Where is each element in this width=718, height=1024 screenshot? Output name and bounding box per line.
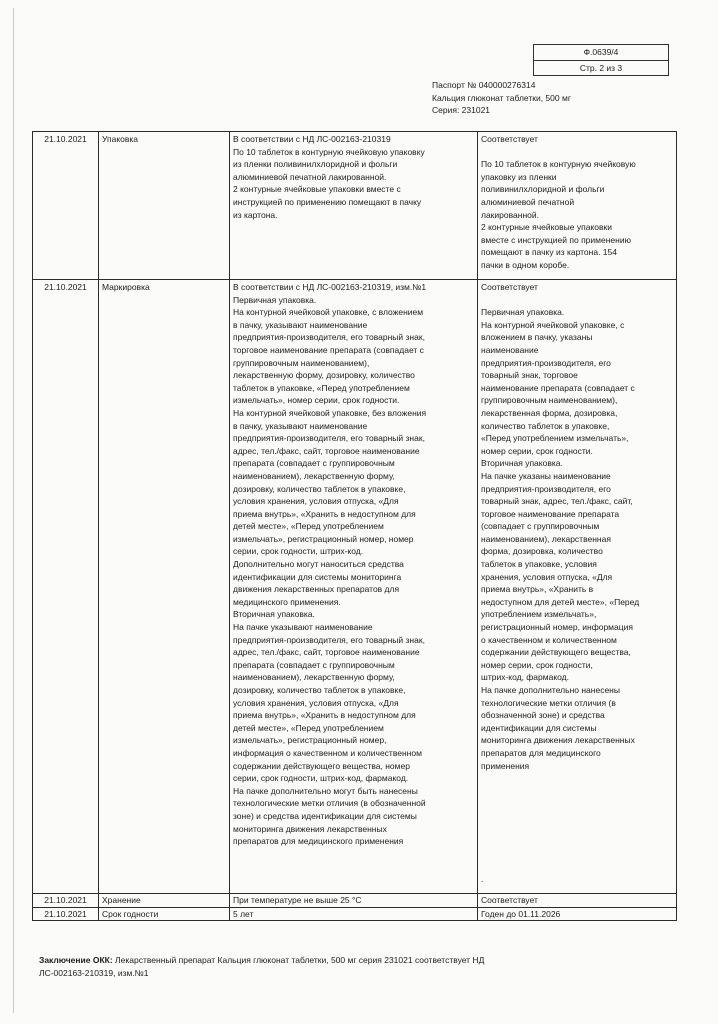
result-line: (совпадает с группировочным: [481, 521, 600, 532]
requirement-line: детей месте», «Перед употреблением: [233, 722, 384, 733]
requirement-line: На контурной ячейковой упаковке, без вложения: [233, 407, 427, 418]
result-line: штрих-код, фармакод.: [481, 672, 570, 683]
result-line: поливинилхлоридной и фольги: [481, 184, 605, 195]
result-cell: [478, 132, 677, 280]
result-line: количество таблеток в упаковке,: [481, 420, 610, 431]
conclusion: [39, 954, 679, 980]
result-line: Соответствует: [481, 134, 538, 144]
result-line: На контурной ячейковой упаковке, с: [481, 319, 625, 330]
result-line: Соответствует: [481, 282, 538, 292]
requirement-line: наименованием), лекарственную форму,: [233, 672, 395, 683]
result-line: [481, 785, 673, 798]
form-code: Ф.0639/4: [534, 45, 668, 61]
requirement-line: серии, срок годности, штрих-код.: [233, 546, 364, 557]
result-line: пачки в одном коробе.: [481, 259, 570, 270]
result-line: номер серии, срок годности.: [481, 445, 593, 456]
requirement-line: таблеток в упаковке, «Перед употреблением: [233, 382, 410, 393]
requirement-line: лекарственную форму, дозировку, количество: [233, 370, 415, 381]
requirement-line: из пленки поливинилхлоридной и фольги: [233, 159, 398, 170]
requirement-line: содержании действующего вещества, номер: [233, 760, 410, 771]
table-row: [33, 280, 677, 894]
requirement-line: медицинского применения.: [233, 596, 341, 607]
conclusion-label: Заключение ОКК:: [39, 955, 113, 965]
result-line: алюминиевой печатной: [481, 196, 575, 207]
result-line: «Перед употреблением измельчать»,: [481, 433, 629, 444]
passport-number: Паспорт № 040000276314: [432, 80, 536, 90]
result-line: хранения, условия отпуска, «Для: [481, 571, 613, 582]
requirement-line: детей месте», «Перед употреблением: [233, 521, 384, 532]
result-line: [481, 835, 673, 848]
requirement-line: предприятия-производителя, его товарный знак,: [233, 634, 425, 645]
result-line: [481, 860, 673, 873]
requirement-line: информация о качественном и количественном: [233, 747, 422, 758]
requirement-line: торговое наименование препарата (совпадает с: [233, 344, 424, 355]
requirement-cell: [230, 132, 478, 280]
requirement-line: препарата (совпадает с группировочным: [233, 458, 395, 469]
requirement-line: Первичная упаковка.: [233, 294, 317, 305]
test-results-table: [32, 131, 677, 921]
result-line: [481, 797, 673, 810]
result-line: наименованием), лекарственная: [481, 533, 611, 544]
result-line: Вторичная упаковка.: [481, 458, 563, 469]
requirement-line: в пачку, указывают наименование: [233, 420, 368, 431]
requirement-line: В соответствии с НД ЛС-002163-210319, изм.№1: [233, 282, 427, 292]
table-row: [33, 894, 677, 908]
result-line: По 10 таблеток в контурную ячейковую: [481, 159, 636, 170]
result-line: [481, 294, 673, 307]
result-line: помещают в пачку из картона. 154: [481, 247, 617, 258]
requirement-line: приема внутрь», «Хранить в недоступном для: [233, 710, 416, 721]
requirement-line: из картона.: [233, 209, 278, 220]
requirement-line: адрес, тел./факс, сайт, торговое наименование: [233, 647, 420, 658]
result-line: 2 контурные ячейковые упаковки: [481, 222, 612, 233]
result-line: недоступном для детей месте», «Перед: [481, 596, 640, 607]
form-code-box: [533, 44, 669, 76]
requirement-line: Вторичная упаковка.: [233, 609, 315, 620]
requirement-line: инструкцией по применению помещают в пачку: [233, 196, 422, 207]
requirement-line: предприятия-производителя, его товарный знак,: [233, 433, 425, 444]
result-line: На пачке дополнительно нанесены: [481, 685, 620, 695]
requirement-line: серии, срок годности, штрих-код, фармакод.: [233, 773, 409, 784]
requirement-line: На контурной ячейковой упаковке, с вложением: [233, 307, 424, 318]
test-date: 21.10.2021: [33, 907, 99, 921]
result-line: [481, 810, 673, 823]
requirement-line: дозировку, количество таблеток в упаковке,: [233, 483, 406, 494]
requirement-line: приема внутрь», «Хранить в недоступном для: [233, 508, 416, 519]
requirement-line: условия хранения, условия отпуска, «Для: [233, 496, 399, 507]
table-row: [33, 907, 677, 921]
requirement-line: дозировку, количество таблеток в упаковке,: [233, 685, 406, 695]
requirement-line: В соответствии с НД ЛС-002163-210319: [233, 134, 391, 144]
result-line: вместе с инструкцией по применению: [481, 234, 631, 245]
test-date: 21.10.2021: [33, 280, 99, 894]
requirement-line: измельчать», регистрационный номер, номер: [233, 533, 414, 544]
result-line: Первичная упаковка.: [481, 307, 565, 318]
result-line: предприятия-производителя, его: [481, 357, 611, 368]
result-line: применения: [481, 760, 530, 771]
test-date: 21.10.2021: [33, 894, 99, 908]
result-cell: Годен до 01.11.2026: [478, 907, 677, 921]
requirement-line: По 10 таблеток в контурную ячейковую упаковку: [233, 146, 425, 157]
result-line: таблеток в упаковке, условия: [481, 559, 597, 570]
result-line: На пачке указаны наименование: [481, 470, 611, 481]
conclusion-text: Лекарственный препарат Кальция глюконат таблетки, 500 мг серия 231021 соответствует НД: [112, 955, 485, 965]
requirement-line: группировочным наименованием),: [233, 357, 370, 368]
result-line: мониторинга движения лекарственных: [481, 735, 635, 746]
test-date: 21.10.2021: [33, 132, 99, 280]
requirement-line: предприятия-производителя, его товарный знак,: [233, 332, 425, 343]
conclusion-text-continued: ЛС-002163-210319, изм.№1: [39, 968, 149, 978]
test-name: Маркировка: [99, 280, 230, 894]
result-line: препаратов для медицинского: [481, 747, 601, 758]
requirement-line: адрес, тел./факс, сайт, торговое наименование: [233, 445, 420, 456]
result-line: [481, 146, 673, 159]
passport-header: [432, 79, 571, 117]
result-line: группировочным наименованием),: [481, 395, 618, 406]
requirement-line: мониторинга движения лекарственных: [233, 823, 387, 834]
result-line: лакированной.: [481, 209, 539, 220]
test-name: Упаковка: [99, 132, 230, 280]
requirement-line: препаратов для медицинского применения: [233, 836, 404, 847]
result-line: [481, 823, 673, 836]
requirement-cell: 5 лет: [230, 907, 478, 921]
requirement-line: измельчать», регистрационный номер,: [233, 735, 387, 746]
result-line: [481, 848, 673, 861]
requirement-cell: При температуре не выше 25 °С: [230, 894, 478, 908]
requirement-line: Дополнительно могут наноситься средства: [233, 559, 404, 570]
page-number: Стр. 2 из 3: [579, 63, 623, 73]
result-line: лекарственная форма, дозировка,: [481, 407, 618, 418]
result-line: наименование препарата (совпадает с: [481, 382, 635, 393]
result-line: вложением в пачку, указаны: [481, 332, 593, 343]
requirement-line: наименованием), лекарственную форму,: [233, 470, 395, 481]
binding-line: [13, 8, 14, 1013]
requirement-line: идентификации для системы мониторинга: [233, 571, 402, 582]
result-line: предприятия-производителя, его: [481, 483, 611, 494]
test-name: Хранение: [99, 894, 230, 908]
result-line: товарный знак, торговое: [481, 370, 578, 381]
test-name: Срок годности: [99, 907, 230, 921]
result-line: упаковку из пленки: [481, 171, 557, 182]
result-line: форма, дозировка, количество: [481, 546, 603, 557]
result-line: обозначенной зоне) и средства: [481, 710, 605, 721]
requirement-line: На пачке дополнительно могут быть нанесены: [233, 785, 418, 796]
result-line: идентификации для системы: [481, 722, 597, 733]
requirement-line: технологические метки отличия (в обозначенной: [233, 798, 426, 809]
result-line: .: [481, 873, 484, 884]
result-line: о качественном и количественном: [481, 634, 617, 645]
result-line: содержании действующего вещества,: [481, 647, 631, 658]
result-line: приема внутрь», «Хранить в: [481, 584, 594, 595]
requirement-line: препарата (совпадает с группировочным: [233, 659, 395, 670]
result-line: [481, 772, 673, 785]
result-cell: [478, 280, 677, 894]
result-line: регистрационный номер, информация: [481, 622, 633, 633]
requirement-line: алюминиевой печатной лакированной.: [233, 171, 387, 182]
result-line: торговое наименование препарата: [481, 508, 620, 519]
product-name: Кальция глюконат таблетки, 500 мг: [432, 92, 571, 103]
requirement-line: На пачке указывают наименование: [233, 622, 373, 633]
requirement-line: измельчать», номер серии, срок годности.: [233, 395, 400, 406]
result-cell: Соответствует: [478, 894, 677, 908]
requirement-line: в пачку, указывают наименование: [233, 319, 368, 330]
requirement-line: условия хранения, условия отпуска, «Для: [233, 697, 399, 708]
result-line: наименование: [481, 344, 539, 355]
result-line: номер серии, срок годности,: [481, 659, 593, 670]
requirement-line: зоне) и средства идентификации для системы: [233, 810, 417, 821]
table-row: [33, 132, 677, 280]
result-line: употреблением измельчать»,: [481, 609, 597, 620]
requirement-line: движения лекарственных препаратов для: [233, 584, 400, 595]
requirement-line: 2 контурные ячейковые упаковки вместе с: [233, 184, 401, 195]
result-line: технологические метки отличия (в: [481, 697, 616, 708]
series-number: Серия: 231021: [432, 105, 491, 115]
result-line: товарный знак, адрес, тел./факс, сайт,: [481, 496, 633, 507]
requirement-cell: [230, 280, 478, 894]
